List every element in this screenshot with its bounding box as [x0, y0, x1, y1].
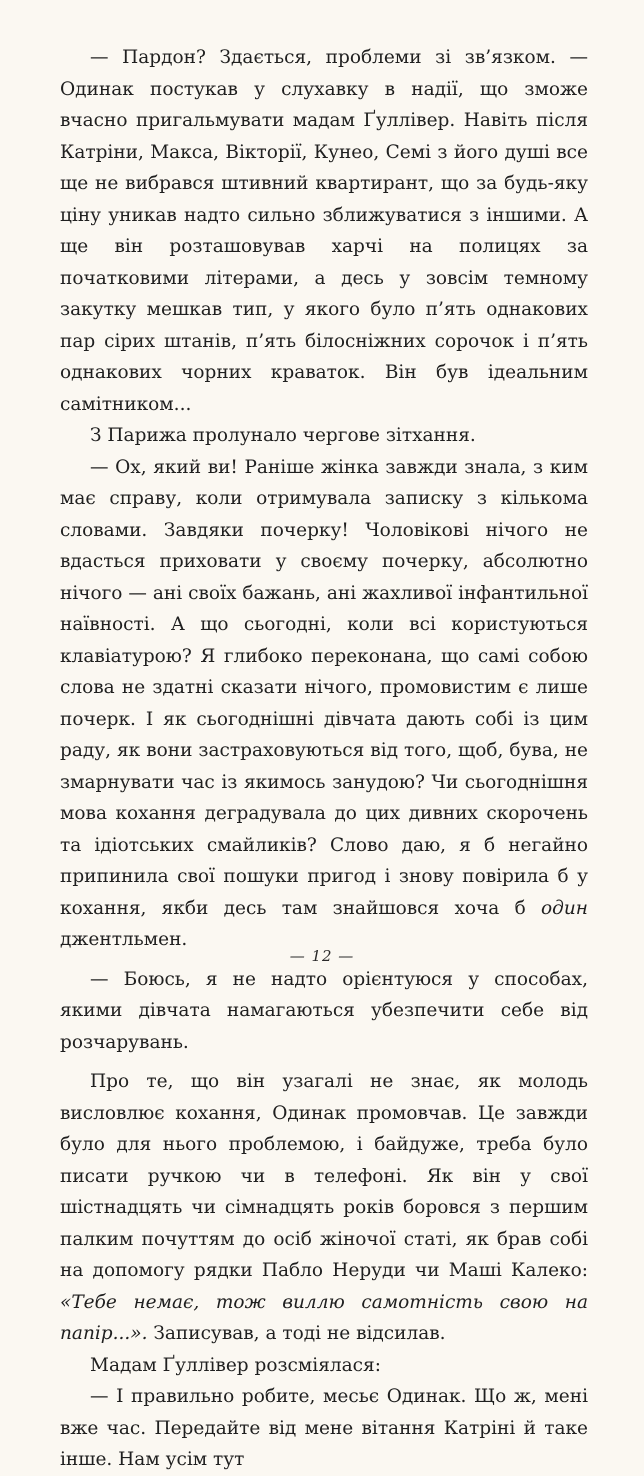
- poem-quote: «Тебе немає, тож виллю самотність свою на папір...».: [60, 1291, 588, 1344]
- paragraph-4: — Боюсь, я не надто орієнтуюся у способах, якими дівчата намагаються убезпечити себе від розчарувань.: [60, 968, 588, 1053]
- paragraph-6: Мадам Ґуллівер розсміялася:: [90, 1354, 381, 1376]
- body-text: [60, 42, 588, 1476]
- paragraph-3-text: — Ох, який ви! Раніше жінка завжди знала, з ким має справу, коли отримувала записку з кількома словами. Завдяки почерку! Чоловікові нічого не вдасться приховати у своєму почерку, абсолютно нічого — ані своїх бажань, ані жахливої інфантильної наївності. А що сьогодні, коли всі користуються клавіатурою? Я глибоко переконана, що самі собою слова не здатні сказати нічого, промовистим є лише почерк. І як сьогоднішні дівчата дають собі із цим раду, як вони застраховуються від того, щоб, бува, не змарнувати час із якимось занудою? Чи сьогоднішня мова кохання деградувала до цих дивних скорочень та ідіотських смайликів? Слово даю, я б негайно припинила свої пошуки пригод і знову повірила б у кохання, якби десь там знайшовся хоча б: [60, 456, 588, 919]
- paragraph-5: [60, 1066, 588, 1350]
- emphasis-word: один: [541, 897, 588, 919]
- page-number: — 12 —: [289, 947, 355, 965]
- paragraph-5-tail: Записував, а тоді не відсилав.: [153, 1323, 446, 1344]
- paragraph-3: [60, 452, 588, 956]
- paragraph-2: З Парижа пролунало чергове зітхання.: [90, 425, 476, 446]
- paragraph-3-tail: джентльмен.: [60, 929, 188, 950]
- paragraph-1: — Пардон? Здається, проблеми зі зв’язком. — Одинак постукав у слухавку в надії, що зможе вчасно пригальмувати мадам Ґуллівер. Навіть після Катріни, Макса, Вікторії, Кунео, Семі з його душі все ще не вибрався штивний квартирант, що за будь-яку ціну уникав надто сильно зближуватися з іншими. А ще він розташовував харчі на полицях за початковими літерами, а десь у зовсім темному закутку мешкав тип, у якого було п’ять однакових пар сірих штанів, п’ять білосніжних сорочок і п’ять однакових чорних краваток. Він був ідеальним самітником...: [60, 47, 588, 415]
- paragraph-7: — І правильно робите, месьє Одинак. Що ж, мені вже час. Передайте від мене вітання Катріні й таке інше. Нам усім тут: [60, 1386, 588, 1470]
- paragraph-5-text: Про те, що він узагалі не знає, як молодь висловлює кохання, Одинак промовчав. Це завжди було для нього проблемою, і байдуже, треба було писати ручкою чи в телефоні. Як він у свої шістнадцять чи сімнадцять років боровся з першим палким почуттям до осіб жіночої статі, як брав собі на допомогу рядки Пабло Неруди чи Маші Калеко:: [60, 1071, 588, 1281]
